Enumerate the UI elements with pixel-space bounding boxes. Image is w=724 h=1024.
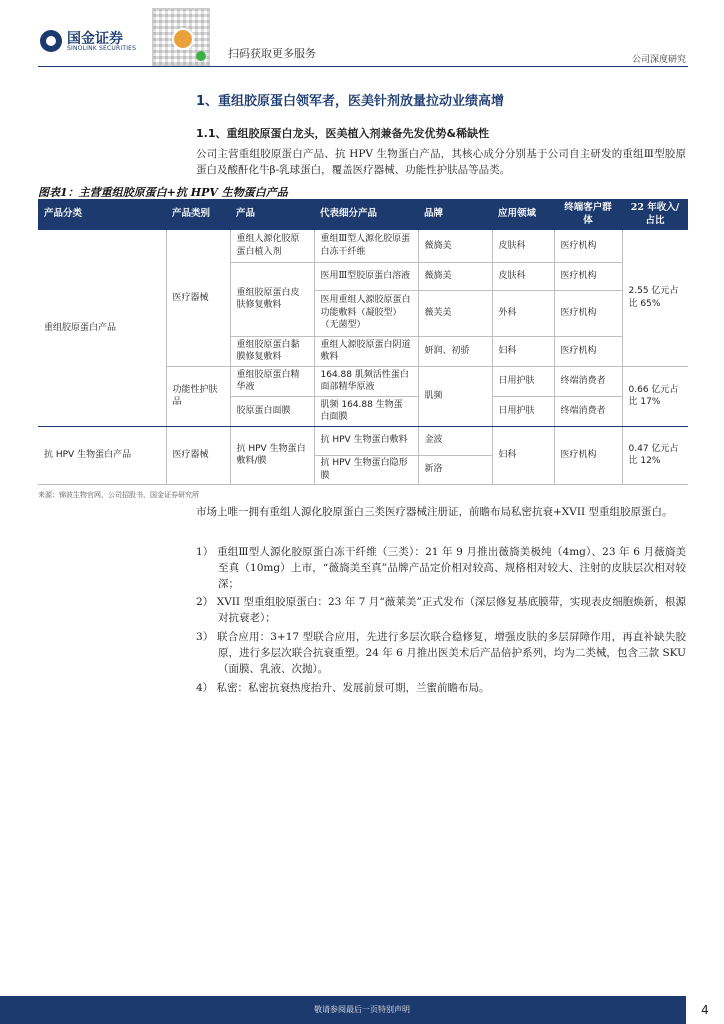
qr-avatar-icon xyxy=(172,28,194,50)
table-cell: 医疗器械 xyxy=(166,230,230,366)
qr-code-icon[interactable] xyxy=(152,8,210,66)
table-cell: 肌频 164.88 生物蛋白面膜 xyxy=(314,396,418,426)
table-cell: 重组胶原蛋白皮肤修复敷料 xyxy=(230,262,314,336)
table-cell: 皮肤科 xyxy=(492,262,554,290)
table-cell: 妇科 xyxy=(492,336,554,366)
table-cell: 0.47 亿元占比 12% xyxy=(622,426,688,484)
table-header: 产品分类 xyxy=(38,199,166,230)
table-cell: 功能性护肤品 xyxy=(166,366,230,426)
table-header-row xyxy=(38,199,688,230)
table-header: 产品类别 xyxy=(166,199,230,230)
table-cell: 抗 HPV 生物蛋白敷料 xyxy=(314,426,418,455)
table-cell: 重组胶原蛋白产品 xyxy=(38,230,166,426)
table-row xyxy=(38,426,688,455)
table-cell: 医疗机构 xyxy=(554,336,622,366)
table-cell: 重组胶原蛋白精华液 xyxy=(230,366,314,396)
list-item: 4） 私密：私密抗衰热度抬升、发展前景可期，兰蜜前瞻布局。 xyxy=(196,682,490,694)
table-cell: 金波 xyxy=(418,426,492,455)
product-table xyxy=(38,199,688,485)
table-cell: 医用重组人源胶原蛋白功能敷料（凝胶型）（无菌型） xyxy=(314,290,418,336)
table-cell: 抗 HPV 生物蛋白产品 xyxy=(38,426,166,484)
table-cell: 新洛 xyxy=(418,455,492,484)
table-cell: 抗 HPV 生物蛋白隐形膜 xyxy=(314,455,418,484)
company-logo xyxy=(40,28,150,54)
table-cell: 医疗机构 xyxy=(554,290,622,336)
footer-disclaimer: 敬请参阅最后一页特别声明 xyxy=(314,1005,410,1014)
table-header: 22 年收入/占比 xyxy=(622,199,688,230)
table-cell: 皮肤科 xyxy=(492,230,554,262)
table-header: 代表细分产品 xyxy=(314,199,418,230)
doc-type: 公司深度研究 xyxy=(631,55,686,65)
table-cell: 重组Ⅲ型人源化胶原蛋白冻干纤维 xyxy=(314,230,418,262)
section-title: 1、重组胶原蛋白领军者，医美针剂放量拉动业绩高增 xyxy=(196,94,505,109)
list-item: 1） 重组Ⅲ型人源化胶原蛋白冻干纤维（三类）：21 年 9 月推出薇旖美极纯（4mg）、23 年 6 月薇旖美至真（10mg）上市，“薇旖美至真”品牌产品定价相对较高、规格相对较大、注射的皮肤层次相对较深； xyxy=(196,546,686,590)
intro-paragraph: 公司主营重组胶原蛋白产品、抗 HPV 生物蛋白产品，其核心成分分别基于公司自主研发的重组Ⅲ型胶原蛋白及酸酐化牛β-乳球蛋白，覆盖医疗器械、功能性护肤品等品类。 xyxy=(196,148,686,176)
table-cell: 薇旖美 xyxy=(418,230,492,262)
table-cell: 0.66 亿元占比 17% xyxy=(622,366,688,426)
table-header: 品牌 xyxy=(418,199,492,230)
table-header: 终端客户群体 xyxy=(554,199,622,230)
table-cell: 医用Ⅲ型胶原蛋白溶液 xyxy=(314,262,418,290)
table-cell: 妍润、初骄 xyxy=(418,336,492,366)
table-cell: 医疗器械 xyxy=(166,426,230,484)
table-cell: 重组人源胶原蛋白阴道敷料 xyxy=(314,336,418,366)
table-cell: 肌频 xyxy=(418,366,492,426)
table-cell: 胶原蛋白面膜 xyxy=(230,396,314,426)
table-cell: 日用护肤 xyxy=(492,396,554,426)
table-cell: 抗 HPV 生物蛋白敷料/膜 xyxy=(230,426,314,484)
logo-en: SINOLINK SECURITIES xyxy=(67,45,137,52)
page-header xyxy=(0,0,724,72)
table-cell: 重组人源化胶原蛋白植入剂 xyxy=(230,230,314,262)
list-item: 2） XVII 型重组胶原蛋白：23 年 7 月“薇莱美”正式发布（深层修复基底膜带，实现表皮细胞焕新，根源对抗衰老）； xyxy=(196,596,686,624)
table-cell: 164.88 肌频活性蛋白面部精华原液 xyxy=(314,366,418,396)
page-number: 4 xyxy=(686,996,724,1024)
table-cell: 日用护肤 xyxy=(492,366,554,396)
body-paragraph: 市场上唯一拥有重组人源化胶原蛋白三类医疗器械注册证，前瞻布局私密抗衰+XVII 型重组胶原蛋白。 xyxy=(196,506,673,518)
table-row xyxy=(38,230,688,262)
header-divider xyxy=(38,66,688,67)
logo-cn: 国金证券 xyxy=(67,31,123,47)
list-item: 3） 联合应用：3+17 型联合应用，先进行多层次联合稳修复，增强皮肤的多层屏障作用，再直补缺失胶原，进行多层次联合抗衰重塑。24 年 6 月推出医美术后产品倍护系列，均为二类械，包含三款 SKU（面膜、乳液、次抛）。 xyxy=(196,631,686,675)
figure-title: 图表1：主营重组胶原蛋白+抗 HPV 生物蛋白产品 xyxy=(38,186,288,199)
table-cell: 重组胶原蛋白黏膜修复敷料 xyxy=(230,336,314,366)
sub-title: 1.1、重组胶原蛋白龙头，医美植入剂兼备先发优势&稀缺性 xyxy=(196,127,490,140)
wechat-icon xyxy=(196,51,206,61)
table-cell: 医疗机构 xyxy=(554,426,622,484)
table-cell: 外科 xyxy=(492,290,554,336)
table-header: 产品 xyxy=(230,199,314,230)
table-header: 应用领域 xyxy=(492,199,554,230)
table-cell: 医疗机构 xyxy=(554,230,622,262)
table-cell: 终端消费者 xyxy=(554,396,622,426)
table-cell: 终端消费者 xyxy=(554,366,622,396)
table-cell: 医疗机构 xyxy=(554,262,622,290)
table-cell: 2.55 亿元占比 65% xyxy=(622,230,688,366)
table-cell: 妇科 xyxy=(492,426,554,484)
table-cell: 薇旖美 xyxy=(418,262,492,290)
scan-text: 扫码获取更多服务 xyxy=(228,47,316,60)
logo-icon xyxy=(40,30,62,52)
table-cell: 薇芙美 xyxy=(418,290,492,336)
table-source: 来源：锦波生物官网，公司招股书，国金证券研究所 xyxy=(38,491,199,499)
page-footer xyxy=(0,996,724,1024)
